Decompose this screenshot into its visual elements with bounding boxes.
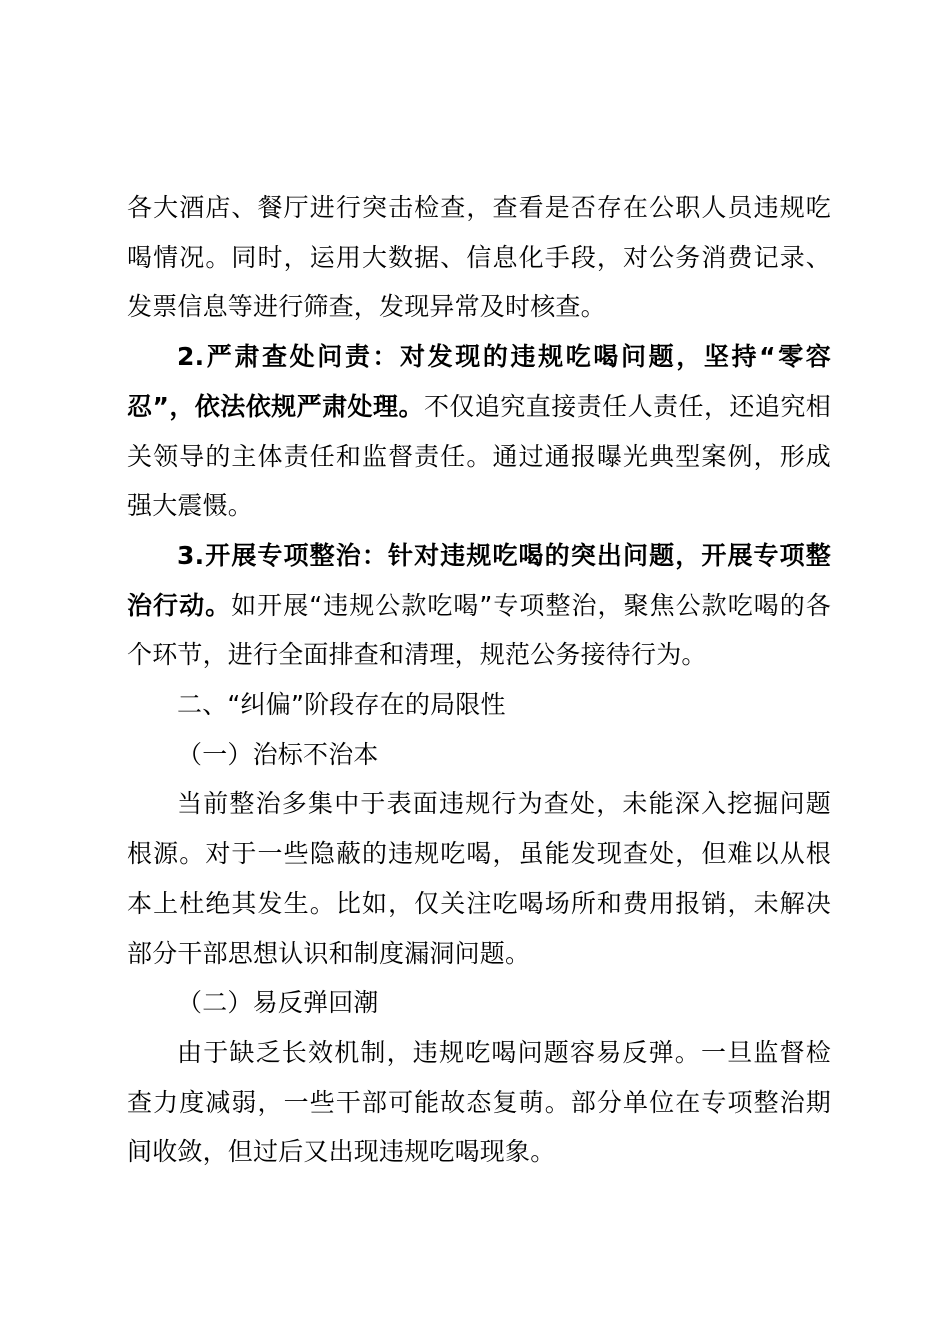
- subheading-symptoms-not-root: [127, 730, 831, 780]
- heading-text: 二、“纠偏”阶段存在的局限性: [177, 690, 506, 720]
- paragraph-text: 不仅追究直接责任人责任，还追究相关领导的主体责任和监督责任。通过通报曝光典型案例，形成强大震慑。: [127, 391, 832, 521]
- paragraph-special-rectification: [127, 531, 831, 680]
- paragraph-bold-lead: 2.严肃查处问责：对发现的违规吃喝问题，坚持“零容忍”，依法依规严肃处理。: [127, 342, 831, 421]
- document-page: [127, 183, 831, 1177]
- heading-text: （一）治标不治本: [177, 739, 379, 769]
- section-heading-limitations: [127, 680, 831, 730]
- heading-text: （二）易反弹回潮: [177, 988, 379, 1018]
- paragraph-text: 各大酒店、餐厅进行突击检查，查看是否存在公职人员违规吃喝情况。同时，运用大数据、信息化手段，对公务消费记录、发票信息等进行筛查，发现异常及时核查。: [127, 193, 831, 322]
- paragraph-lack-of-mechanism: [127, 1028, 831, 1177]
- paragraph-strict-accountability: [127, 332, 831, 531]
- paragraph-text: 当前整治多集中于表面违规行为查处，未能深入挖掘问题根源。对于一些隐蔽的违规吃喝，虽能发现查处，但难以从根本上杜绝其发生。比如，仅关注吃喝场所和费用报销，未解决部分干部思想认识和制度漏洞问题。: [127, 789, 831, 968]
- paragraph-text: 如开展“违规公款吃喝”专项整治，聚焦公款吃喝的各个环节，进行全面排查和清理，规范公务接待行为。: [127, 590, 831, 670]
- paragraph-inspection-continued: [127, 183, 831, 332]
- subheading-rebound: [127, 978, 831, 1028]
- paragraph-bold-lead: 3.开展专项整治：针对违规吃喝的突出问题，开展专项整治行动。: [127, 540, 831, 620]
- paragraph-text: 由于缺乏长效机制，违规吃喝问题容易反弹。一旦监督检查力度减弱，一些干部可能故态复萌。部分单位在专项整治期间收敛，但过后又出现违规吃喝现象。: [127, 1037, 831, 1167]
- paragraph-surface-issues: [127, 779, 831, 978]
